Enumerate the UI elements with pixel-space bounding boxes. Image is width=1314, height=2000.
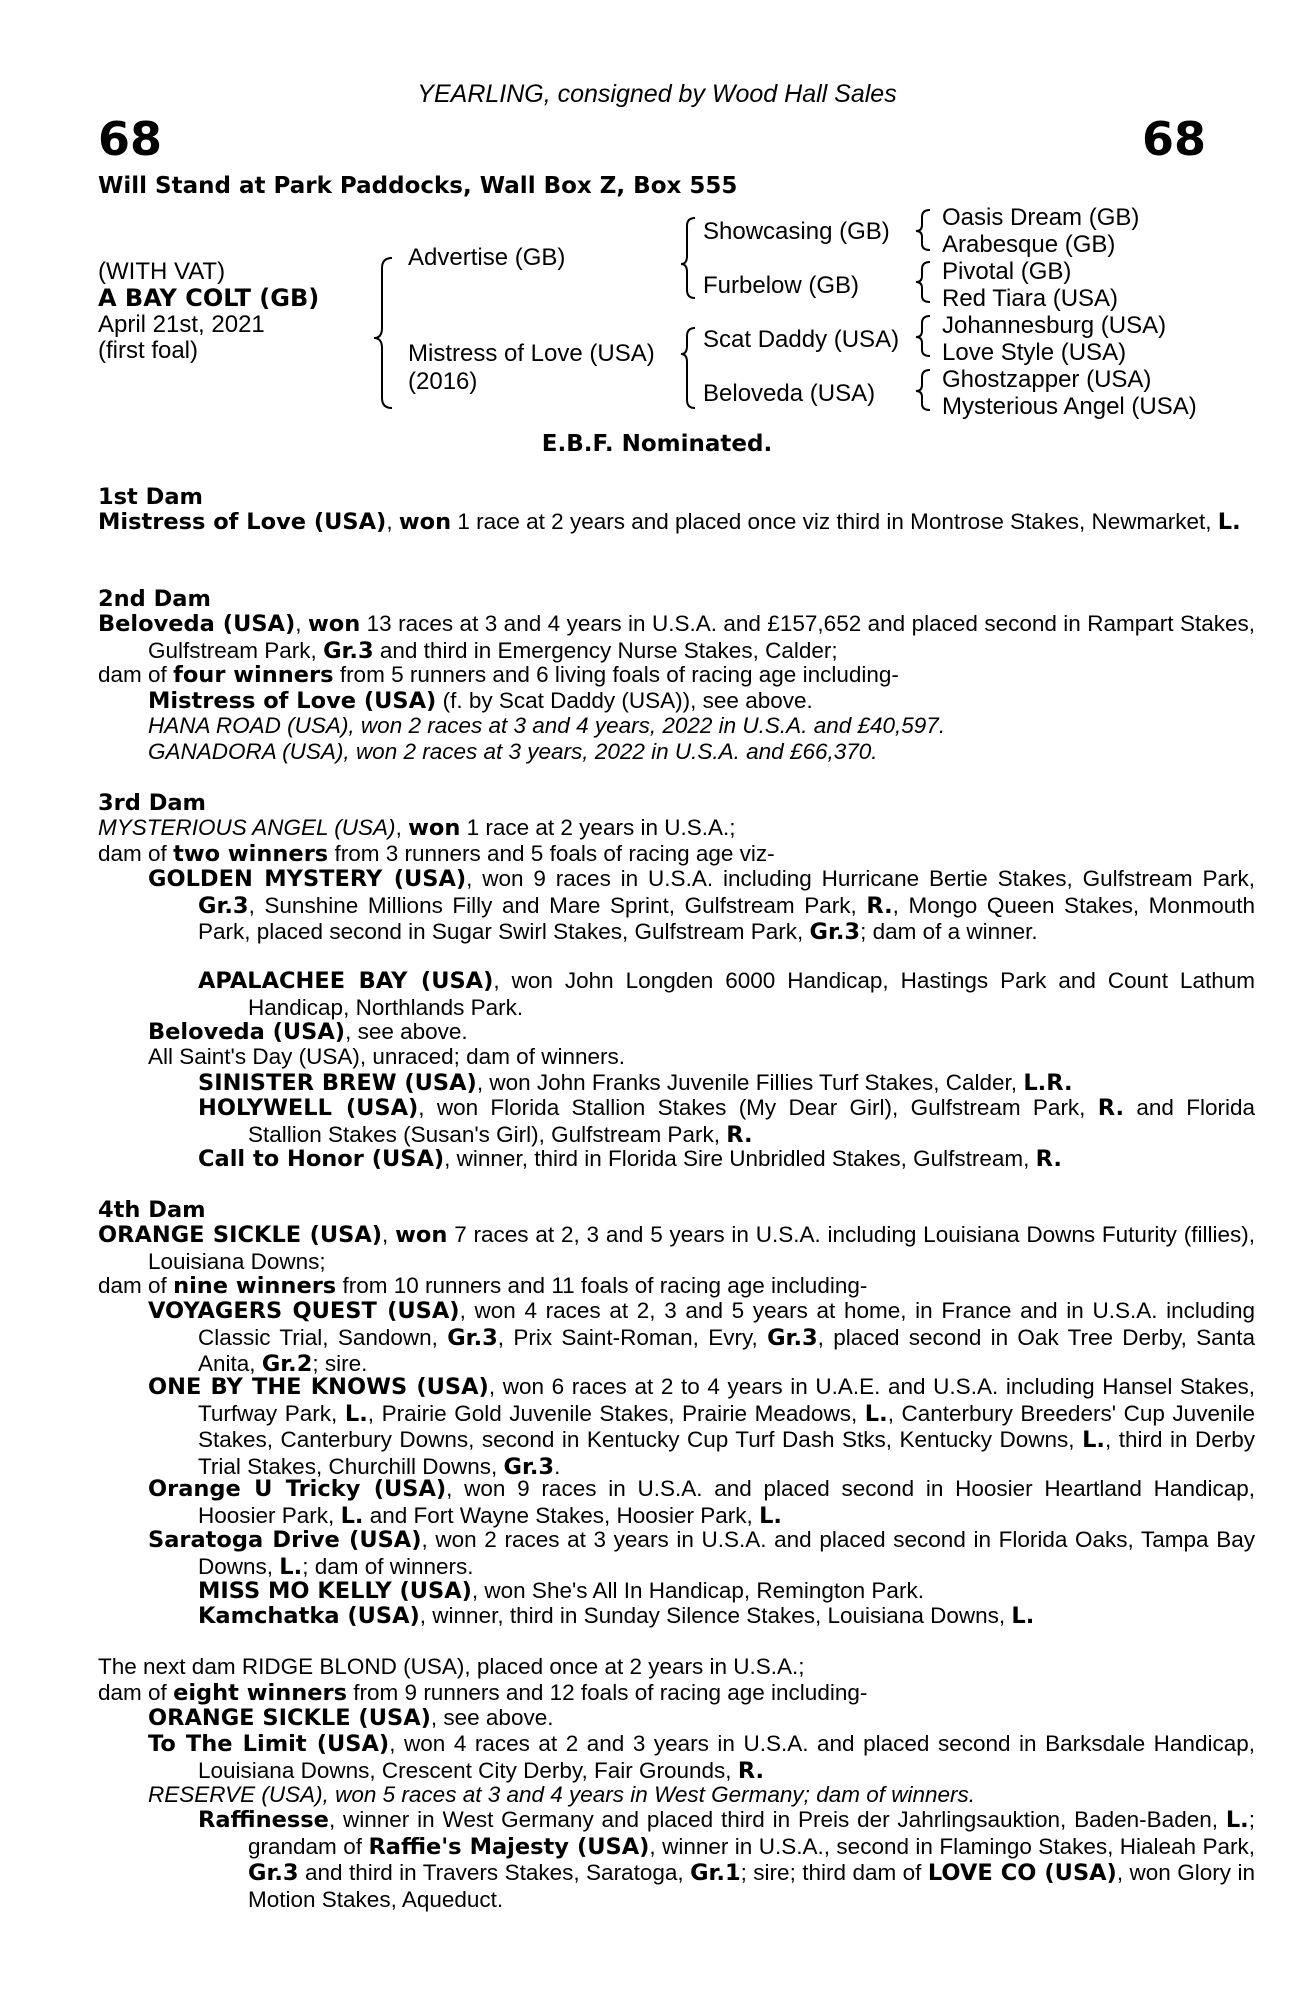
ds-dam: Love Style (USA)	[942, 339, 1127, 366]
dd-sire: Ghostzapper (USA)	[942, 366, 1152, 393]
ebf-nominated: E.B.F. Nominated.	[541, 431, 773, 457]
next-dam-reserve: RESERVE (USA), won 5 races at 3 and 4 years in West Germany; dam of winners.	[148, 1782, 976, 1807]
lot-number-right: 68	[1141, 112, 1206, 166]
foal-note: (first foal)	[98, 337, 199, 364]
lot-number-left: 68	[98, 112, 163, 166]
dam4-miss-mo-kelly: MISS MO KELLY (USA), won She's All In Handicap, Remington Park.	[198, 1578, 924, 1604]
sire-dam: Furbelow (GB)	[703, 272, 860, 299]
dam3-heading: 3rd Dam	[98, 790, 206, 816]
sd-dam: Red Tiara (USA)	[942, 285, 1119, 312]
dam2-produce: dam of four winners from 5 runners and 6 living foals of racing age including-	[98, 662, 899, 688]
pedigree-brace-ss	[916, 210, 930, 250]
next-dam-raffinesse: Raffinesse, winner in West Germany and placed third in Preis der Jahrlingsauktion, Baden-Baden, L.; grandam of Raffie's Majesty (USA), winner in U.S.A., second in Flamingo Stakes, Hialeah Park, Gr.3 and third in Travers Stakes, Saratoga, Gr.1; sire; third dam of LOVE CO (USA), won Glory in Motion Stakes, Aqueduct.	[198, 1807, 1256, 1912]
ds-sire: Johannesburg (USA)	[942, 312, 1167, 339]
dam4-voyagers-quest: VOYAGERS QUEST (USA), won 4 races at 2, 3 and 5 years at home, in France and in U.S.A. including Classic Trial, Sandown, Gr.3, Prix Saint-Roman, Evry, Gr.3, placed second in Oak Tree Derby, Santa Anita, Gr.2; sire.	[148, 1298, 1255, 1377]
dd-dam: Mysterious Angel (USA)	[942, 393, 1197, 420]
dam4-one-by-the-knows: ONE BY THE KNOWS (USA), won 6 races at 2 to 4 years in U.A.E. and U.S.A. including Hansel Stakes, Turfway Park, L., Prairie Gold Juvenile Stakes, Prairie Meadows, L., Canterbury Breeders' Cup Juvenile Stakes, Canterbury Downs, second in Kentucky Cup Turf Dash Stks, Kentucky Downs, L., third in Derby Trial Stakes, Churchill Downs, Gr.3.	[148, 1374, 1255, 1480]
dam2-record: Beloveda (USA), won 13 races at 3 and 4 years in U.S.A. and £157,652 and placed second in Rampart Stakes, Gulfstream Park, Gr.3 and third in Emergency Nurse Stakes, Calder;	[98, 611, 1255, 664]
sd-sire: Pivotal (GB)	[942, 258, 1072, 285]
next-dam-orange-sickle: ORANGE SICKLE (USA), see above.	[148, 1705, 554, 1731]
next-dam-produce: dam of eight winners from 9 runners and 12 foals of racing age including-	[98, 1680, 868, 1706]
pedigree-brace-sire	[681, 218, 695, 298]
dam3-record: MYSTERIOUS ANGEL (USA), won 1 race at 2 years in U.S.A.;	[98, 815, 736, 841]
dam-year: (2016)	[408, 368, 478, 395]
ss-dam: Arabesque (GB)	[942, 231, 1116, 258]
dam-name: Mistress of Love (USA)	[408, 340, 655, 367]
dam4-orange-u-tricky: Orange U Tricky (USA), won 9 races in U.S.A. and placed second in Hoosier Heartland Handicap, Hoosier Park, L. and Fort Wayne Stakes, Hoosier Park, L.	[148, 1476, 1255, 1529]
dam3-holywell: HOLYWELL (USA), won Florida Stallion Stakes (My Dear Girl), Gulfstream Park, R. and Florida Stallion Stakes (Susan's Girl), Gulfstream Park, R.	[198, 1095, 1255, 1148]
dam2-heading: 2nd Dam	[98, 586, 211, 612]
dam4-produce: dam of nine winners from 10 runners and 11 foals of racing age including-	[98, 1273, 868, 1299]
dam2-runner-3: GANADORA (USA), won 2 races at 3 years, 2022 in U.S.A. and £66,370.	[148, 739, 878, 764]
sire-name: Advertise (GB)	[408, 244, 566, 271]
dam3-beloveda: Beloveda (USA), see above.	[148, 1019, 468, 1045]
vat-note: (WITH VAT)	[98, 258, 226, 285]
stand-location: Will Stand at Park Paddocks, Wall Box Z, Box 555	[98, 173, 738, 199]
foaling-date: April 21st, 2021	[98, 311, 265, 338]
horse-name: A BAY COLT (GB)	[98, 284, 320, 312]
dam1-record: Mistress of Love (USA), won 1 race at 2 years and placed once viz third in Montrose Stakes, Newmarket, L.	[98, 509, 1241, 535]
dam4-record: ORANGE SICKLE (USA), won 7 races at 2, 3 and 5 years in U.S.A. including Louisiana Downs Futurity (fillies), Louisiana Downs;	[98, 1222, 1255, 1274]
pedigree-brace-dd	[916, 370, 930, 410]
dam2-runner-2: HANA ROAD (USA), won 2 races at 3 and 4 years, 2022 in U.S.A. and £40,597.	[148, 713, 946, 738]
dam-sire: Scat Daddy (USA)	[703, 326, 900, 353]
dam1-heading: 1st Dam	[98, 484, 203, 510]
next-dam-to-the-limit: To The Limit (USA), won 4 races at 2 and 3 years in U.S.A. and placed second in Barksdale Handicap, Louisiana Downs, Crescent City Derby, Fair Grounds, R.	[148, 1731, 1255, 1784]
next-dam-record: The next dam RIDGE BLOND (USA), placed once at 2 years in U.S.A.;	[98, 1654, 805, 1679]
pedigree-brace-sd	[916, 262, 930, 302]
sire-sire: Showcasing (GB)	[703, 218, 890, 245]
pedigree-brace-main	[374, 258, 392, 408]
dam4-saratoga-drive: Saratoga Drive (USA), won 2 races at 3 years in U.S.A. and placed second in Florida Oaks, Tampa Bay Downs, L.; dam of winners.	[148, 1527, 1255, 1580]
ss-sire: Oasis Dream (GB)	[942, 204, 1140, 231]
dam-dam: Beloveda (USA)	[703, 380, 876, 407]
dam3-sinister-brew: SINISTER BREW (USA), won John Franks Juvenile Fillies Turf Stakes, Calder, L.R.	[198, 1070, 1073, 1096]
dam3-call-to-honor: Call to Honor (USA), winner, third in Florida Sire Unbridled Stakes, Gulfstream, R.	[198, 1146, 1062, 1172]
dam4-kamchatka: Kamchatka (USA), winner, third in Sunday Silence Stakes, Louisiana Downs, L.	[198, 1603, 1035, 1629]
dam2-runner-1: Mistress of Love (USA) (f. by Scat Daddy (USA)), see above.	[148, 688, 813, 714]
dam3-apalachee-bay: APALACHEE BAY (USA), won John Longden 6000 Handicap, Hastings Park and Count Lathum Handicap, Northlands Park.	[198, 968, 1255, 1020]
page-header: YEARLING, consigned by Wood Hall Sales	[417, 80, 897, 108]
dam3-all-saints-day: All Saint's Day (USA), unraced; dam of winners.	[148, 1044, 625, 1069]
dam3-golden-mystery: GOLDEN MYSTERY (USA), won 9 races in U.S.A. including Hurricane Bertie Stakes, Gulfstream Park, Gr.3, Sunshine Millions Filly and Mare Sprint, Gulfstream Park, R., Mongo Queen Stakes, Monmouth Park, placed second in Sugar Swirl Stakes, Gulfstream Park, Gr.3; dam of a winner.	[148, 866, 1255, 945]
pedigree-brace-dam	[681, 328, 695, 408]
pedigree-brace-ds	[916, 316, 930, 356]
dam4-heading: 4th Dam	[98, 1197, 206, 1223]
dam3-produce: dam of two winners from 3 runners and 5 foals of racing age viz-	[98, 841, 775, 867]
